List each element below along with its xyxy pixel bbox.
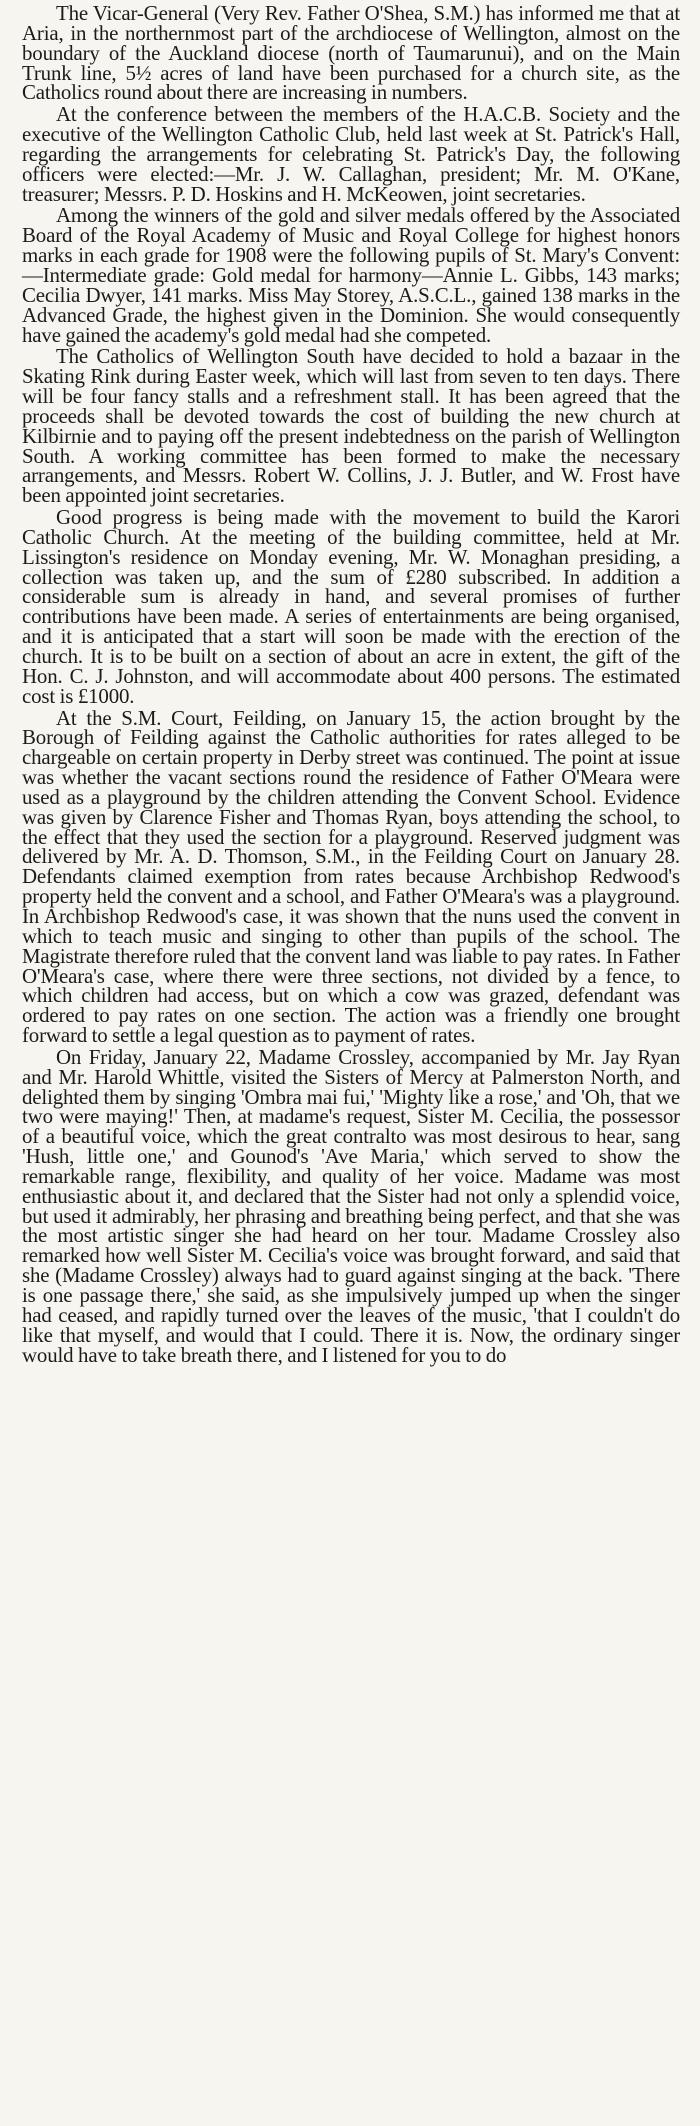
article-column	[22, 1, 680, 1367]
paragraph-madame-crossley-visit: On Friday, January 22, Madame Crossley, accompanied by Mr. Jay Ryan and Mr. Harold Whittle, visited the Sisters of Mercy at Palmerston North, and delighted them by singing 'Ombra mai fui,' 'Mighty like a rose,' and 'Oh, that we two were maying!' Then, at madame's request, Sister M. Cecilia, the possessor of a beautiful voice, which the great contralto was most desirous to hear, sang 'Hush, little one,' and Gounod's 'Ave Maria,' which served to show the remarkable range, flexibility, and quality of her voice. Madame was most enthusiastic about it, and declared that the Sister had not only a splendid voice, but used it admirably, her phrasing and breathing being perfect, and that she was the most artistic singer she had heard on her tour. Madame Crossley also remarked how well Sister M. Cecilia's voice was brought forward, and said that she (Madame Crossley) always had to guard against singing at the back. 'There is one passage there,' she said, as she impulsively jumped up when the singer had ceased, and rapidly turned over the leaves of the music, 'that I couldn't do like that myself, and would that I could. There it is. Now, the ordinary singer would have to take breath there, and I listened for you to do	[22, 1044, 680, 1367]
paragraph-hacb-conference: At the conference between the members of the H.A.C.B. Society and the executive of the Wellington Catholic Club, held last week at St. Patrick's Hall, regarding the arrangements for celebrating St. Patrick's Day, the following officers were elected:—Mr. J. W. Callaghan, president; Mr. M. O'Kane, treasurer; Messrs. P. D. Hoskins and H. McKeowen, joint secretaries.	[22, 102, 680, 206]
paragraph-wellington-south-bazaar: The Catholics of Wellington South have decided to hold a bazaar in the Skating Rink during Easter week, which will last from seven to ten days. There will be four fancy stalls and a refreshment stall. It has been agreed that the proceeds shall be devoted towards the cost of building the new church at Kilbirnie and to paying off the present indebtedness on the parish of Wellington South. A working committee has been formed to make the necessary arrangements, and Messrs. Robert W. Collins, J. J. Butler, and W. Frost have been appointed joint secretaries.	[22, 344, 680, 508]
paragraph-karori-church: Good progress is being made with the movement to build the Karori Catholic Church. At the meeting of the building committee, held at Mr. Lissington's residence on Monday evening, Mr. W. Monaghan presiding, a collection was taken up, and the sum of £280 subscribed. In addition a considerable sum is already in hand, and several promises of further contributions have been made. A series of entertainments are being organised, and it is anticipated that a start will soon be made with the erection of the church. It is to be built on a section of about an acre in extent, the gift of the Hon. C. J. Johnston, and will accommodate about 400 persons. The estimated cost is £1000.	[22, 505, 680, 708]
paragraph-feilding-rates-case: At the S.M. Court, Feilding, on January 15, the action brought by the Borough of Feilding against the Catholic authorities for rates alleged to be chargeable on certain property in Derby street was continued. The point at issue was whether the vacant sections round the residence of Father O'Meara were used as a playground by the children attending the Convent School. Evidence was given by Clarence Fisher and Thomas Ryan, boys attending the school, to the effect that they used the section for a playground. Reserved judgment was delivered by Mr. A. D. Thomson, S.M., in the Feilding Court on January 28. Defendants claimed exemption from rates because Archbishop Redwood's property held the convent and a school, and Father O'Meara's was a playground. In Archbishop Redwood's case, it was shown that the nuns used the convent in which to teach music and singing to other than pupils of the school. The Magistrate therefore ruled that the convent land was liable to pay rates. In Father O'Meara's case, where there were three sections, not divided by a fence, to which children had access, but on which a cow was grazed, defendant was ordered to pay rates on one section. The action was a friendly one brought forward to settle a legal question as to payment of rates.	[22, 705, 680, 1048]
paragraph-aria-church-site: The Vicar-General (Very Rev. Father O'Shea, S.M.) has informed me that at Aria, in the northernmost part of the archdiocese of Wellington, almost on the boundary of the Auckland diocese (north of Taumarunui), and on the Main Trunk line, 5½ acres of land have been purchased for a church site, as the Catholics round about there are increasing in numbers.	[22, 1, 680, 105]
paragraph-music-medals: Among the winners of the gold and silver medals offered by the Associated Board of the Royal Academy of Music and Royal College for highest honors marks in each grade for 1908 were the following pupils of St. Mary's Convent:—Intermediate grade: Gold medal for harmony—Annie L. Gibbs, 143 marks; Cecilia Dwyer, 141 marks. Miss May Storey, A.S.C.L., gained 138 marks in the Advanced Grade, the highest given in the Dominion. She would consequently have gained the academy's gold medal had she competed.	[22, 203, 680, 347]
